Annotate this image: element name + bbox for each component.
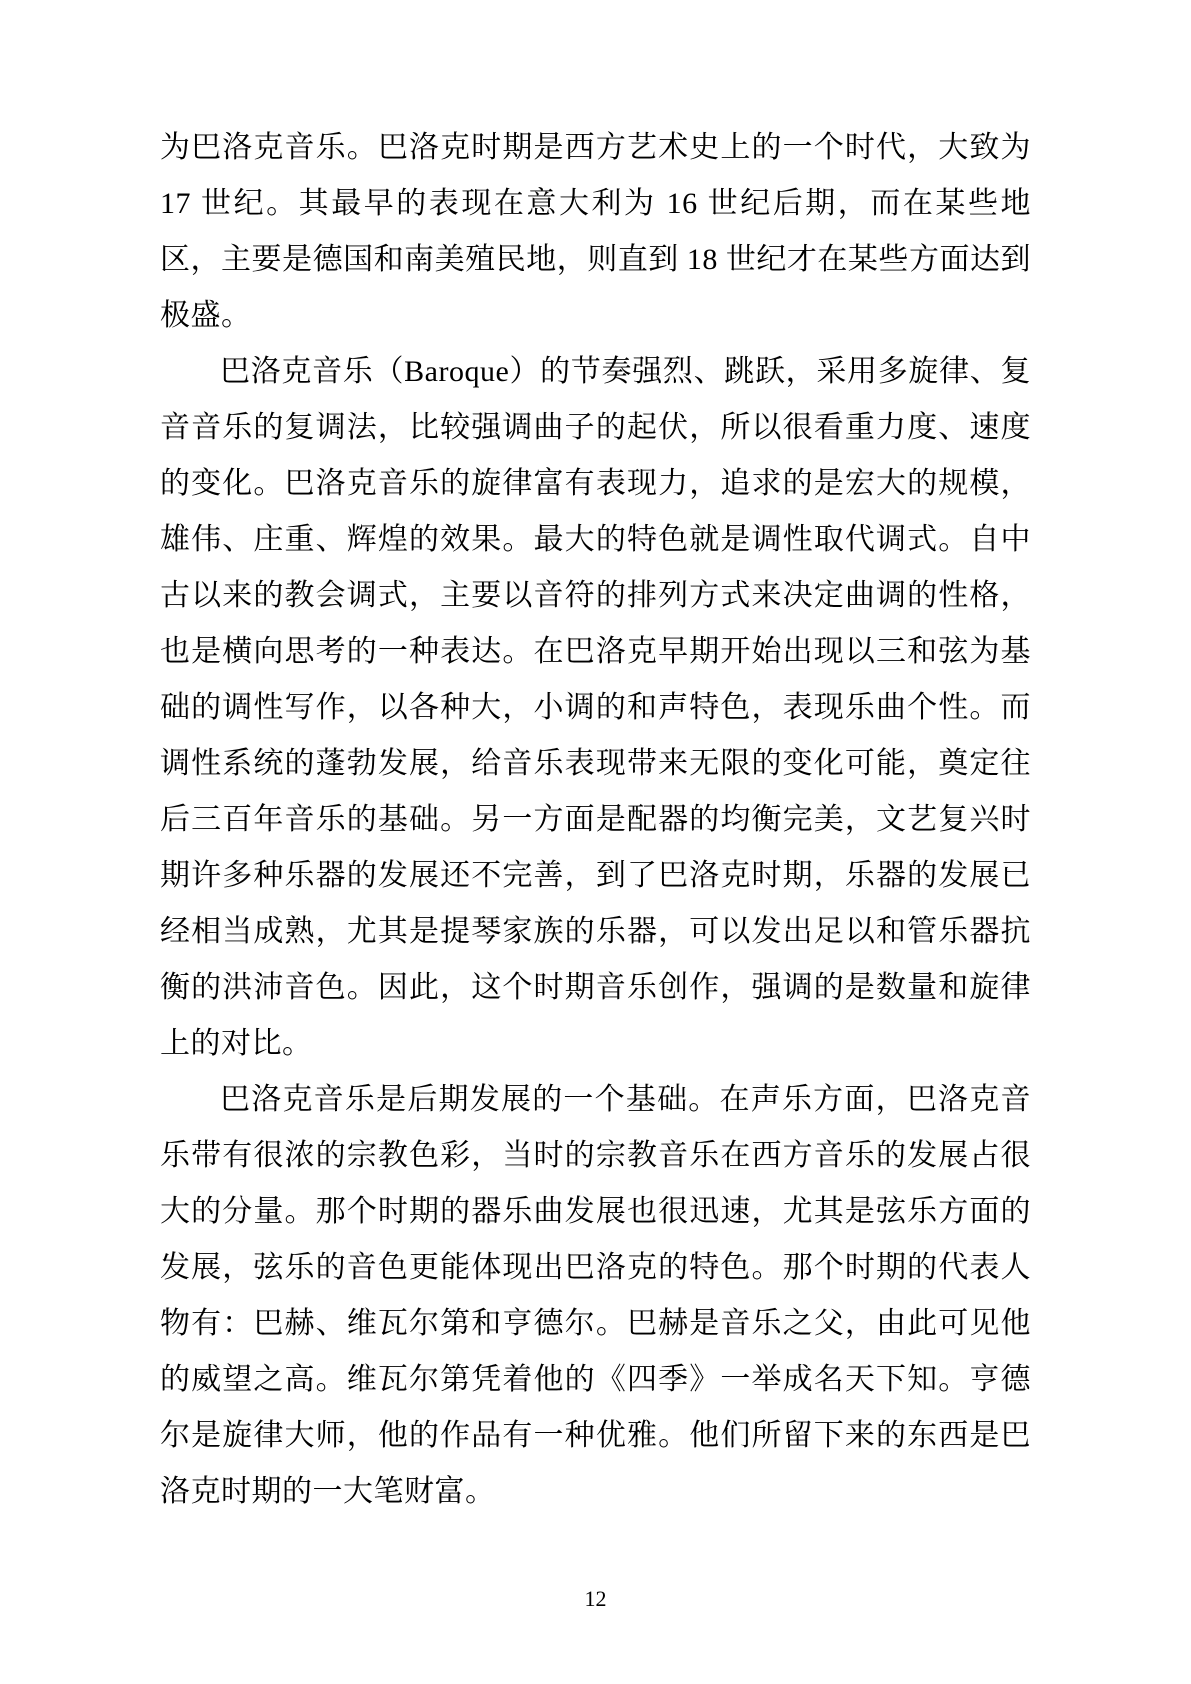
paragraph-3: 巴洛克音乐是后期发展的一个基础。在声乐方面，巴洛克音乐带有很浓的宗教色彩，当时的宗教音乐在西方音乐的发展占很大的分量。那个时期的器乐曲发展也很迅速，尤其是弦乐方面的发展，弦乐的音色更能体现出巴洛克的特色。那个时期的代表人物有：巴赫、维瓦尔第和亨德尔。巴赫是音乐之父，由此可见他的威望之高。维瓦尔第凭着他的《四季》一举成名天下知。亨德尔是旋律大师，他的作品有一种优雅。他们所留下来的东西是巴洛克时期的一大笔财富。 xyxy=(160,1083,1031,1508)
page-number: 12 xyxy=(584,1586,607,1611)
document-body xyxy=(160,120,1031,1520)
paragraph-1: 为巴洛克音乐。巴洛克时期是西方艺术史上的一个时代，大致为 17 世纪。其最早的表现在意大利为 16 世纪后期，而在某些地区，主要是德国和南美殖民地，则直到 18 世纪才在某些方面达到极盛。 xyxy=(160,131,1031,332)
paragraph-2: 巴洛克音乐（Baroque）的节奏强烈、跳跃，采用多旋律、复音音乐的复调法，比较强调曲子的起伏，所以很看重力度、速度的变化。巴洛克音乐的旋律富有表现力，追求的是宏大的规模，雄伟、庄重、辉煌的效果。最大的特色就是调性取代调式。自中古以来的教会调式，主要以音符的排列方式来决定曲调的性格，也是横向思考的一种表达。在巴洛克早期开始出现以三和弦为基础的调性写作，以各种大，小调的和声特色，表现乐曲个性。而调性系统的蓬勃发展，给音乐表现带来无限的变化可能，奠定往后三百年音乐的基础。另一方面是配器的均衡完美，文艺复兴时期许多种乐器的发展还不完善，到了巴洛克时期，乐器的发展已经相当成熟，尤其是提琴家族的乐器，可以发出足以和管乐器抗衡的洪沛音色。因此，这个时期音乐创作，强调的是数量和旋律上的对比。 xyxy=(160,355,1031,1060)
